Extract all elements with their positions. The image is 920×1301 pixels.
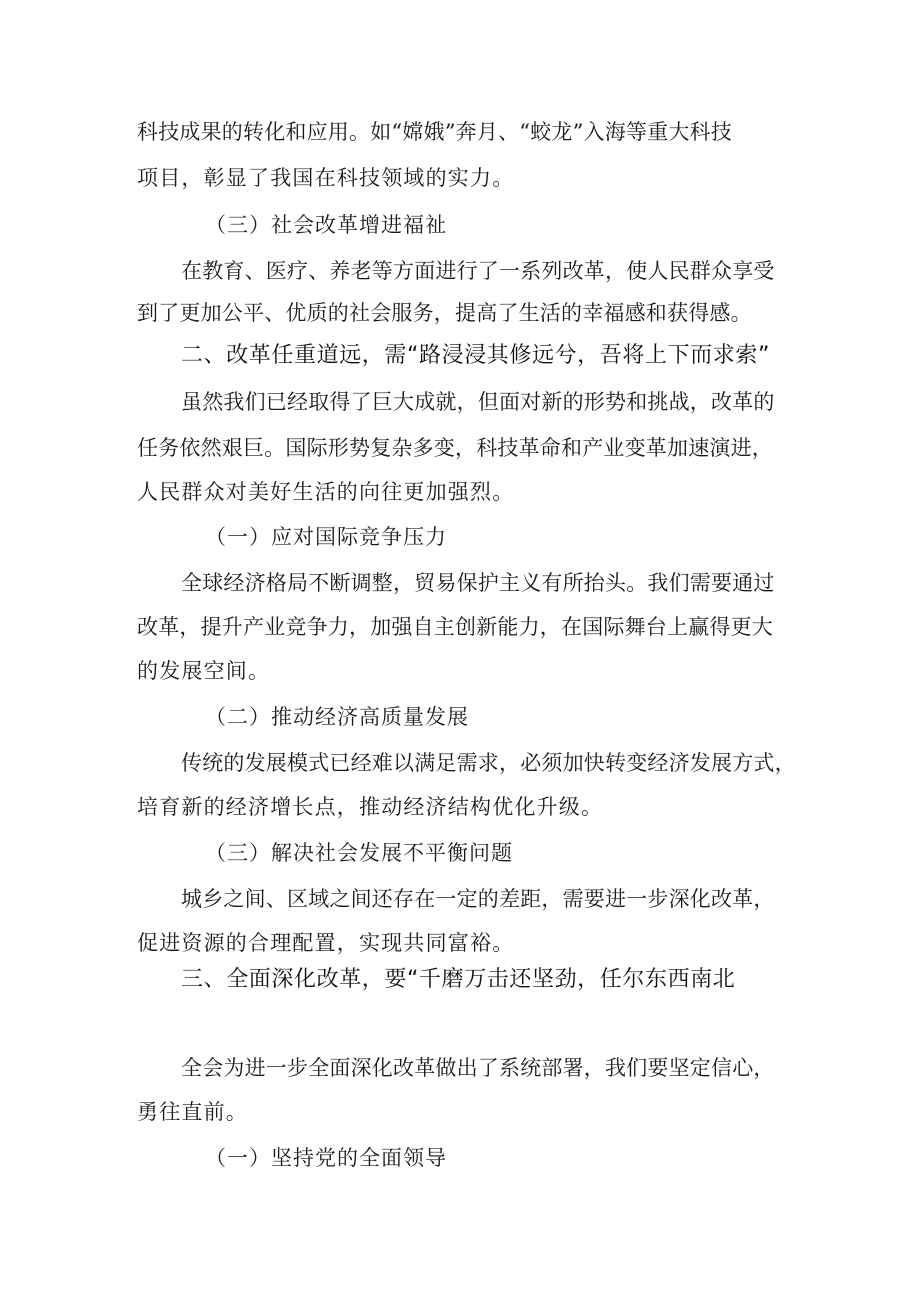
section-heading: 三、全面深化改革，要“千磨万击还坚劲，任尔东西南北 [181, 967, 736, 992]
paragraph-line: 培育新的经济增长点，推动经济结构优化升级。 [137, 795, 604, 819]
subsection-heading: （三）解决社会发展不平衡问题 [205, 841, 513, 865]
paragraph-line: 促进资源的合理配置，实现共同富裕。 [137, 931, 515, 955]
paragraph-line: 虽然我们已经取得了巨大成就，但面对新的形势和挑战，改革的 [181, 390, 775, 414]
paragraph-line: 在教育、医疗、养老等方面进行了一系列改革，使人民群众享受 [181, 259, 775, 283]
paragraph-line: 任务依然艰巨。国际形势复杂多变，科技革命和产业变革加速演进， [137, 436, 773, 460]
paragraph-line: 项目，彰显了我国在科技领域的实力。 [137, 166, 515, 190]
paragraph-line: 的发展空间。 [137, 659, 271, 683]
paragraph-line: 到了更加公平、优质的社会服务，提高了生活的幸福感和获得感。 [137, 301, 752, 325]
paragraph-line: 城乡之间、区域之间还存在一定的差距，需要进一步深化改革， [181, 887, 775, 911]
section-heading: 二、改革任重道远，需“路浸浸其修远兮，吾将上下而求索” [181, 343, 770, 368]
subsection-heading: （三）社会改革增进福祉 [205, 213, 447, 237]
subsection-heading: （一）应对国际竞争压力 [205, 525, 447, 549]
paragraph-line: 人民群众对美好生活的向往更加强烈。 [137, 480, 515, 504]
paragraph-line: 勇往直前。 [137, 1100, 248, 1124]
paragraph-line: 传统的发展模式已经难以满足需求，必须加快转变经济发展方式， [181, 751, 796, 775]
subsection-heading: （一）坚持党的全面领导 [205, 1146, 447, 1170]
paragraph-line: 科技成果的转化和应用。如“嫦娥”奔月、“蛟龙”入海等重大科技 [137, 120, 732, 144]
paragraph-line: 改革，提升产业竞争力，加强自主创新能力，在国际舞台上赢得更大 [137, 615, 773, 639]
paragraph-line: 全会为进一步全面深化改革做出了系统部署，我们要坚定信心， [181, 1056, 775, 1080]
subsection-heading: （二）推动经济高质量发展 [205, 705, 469, 729]
paragraph-line: 全球经济格局不断调整，贸易保护主义有所抬头。我们需要通过 [181, 571, 775, 595]
